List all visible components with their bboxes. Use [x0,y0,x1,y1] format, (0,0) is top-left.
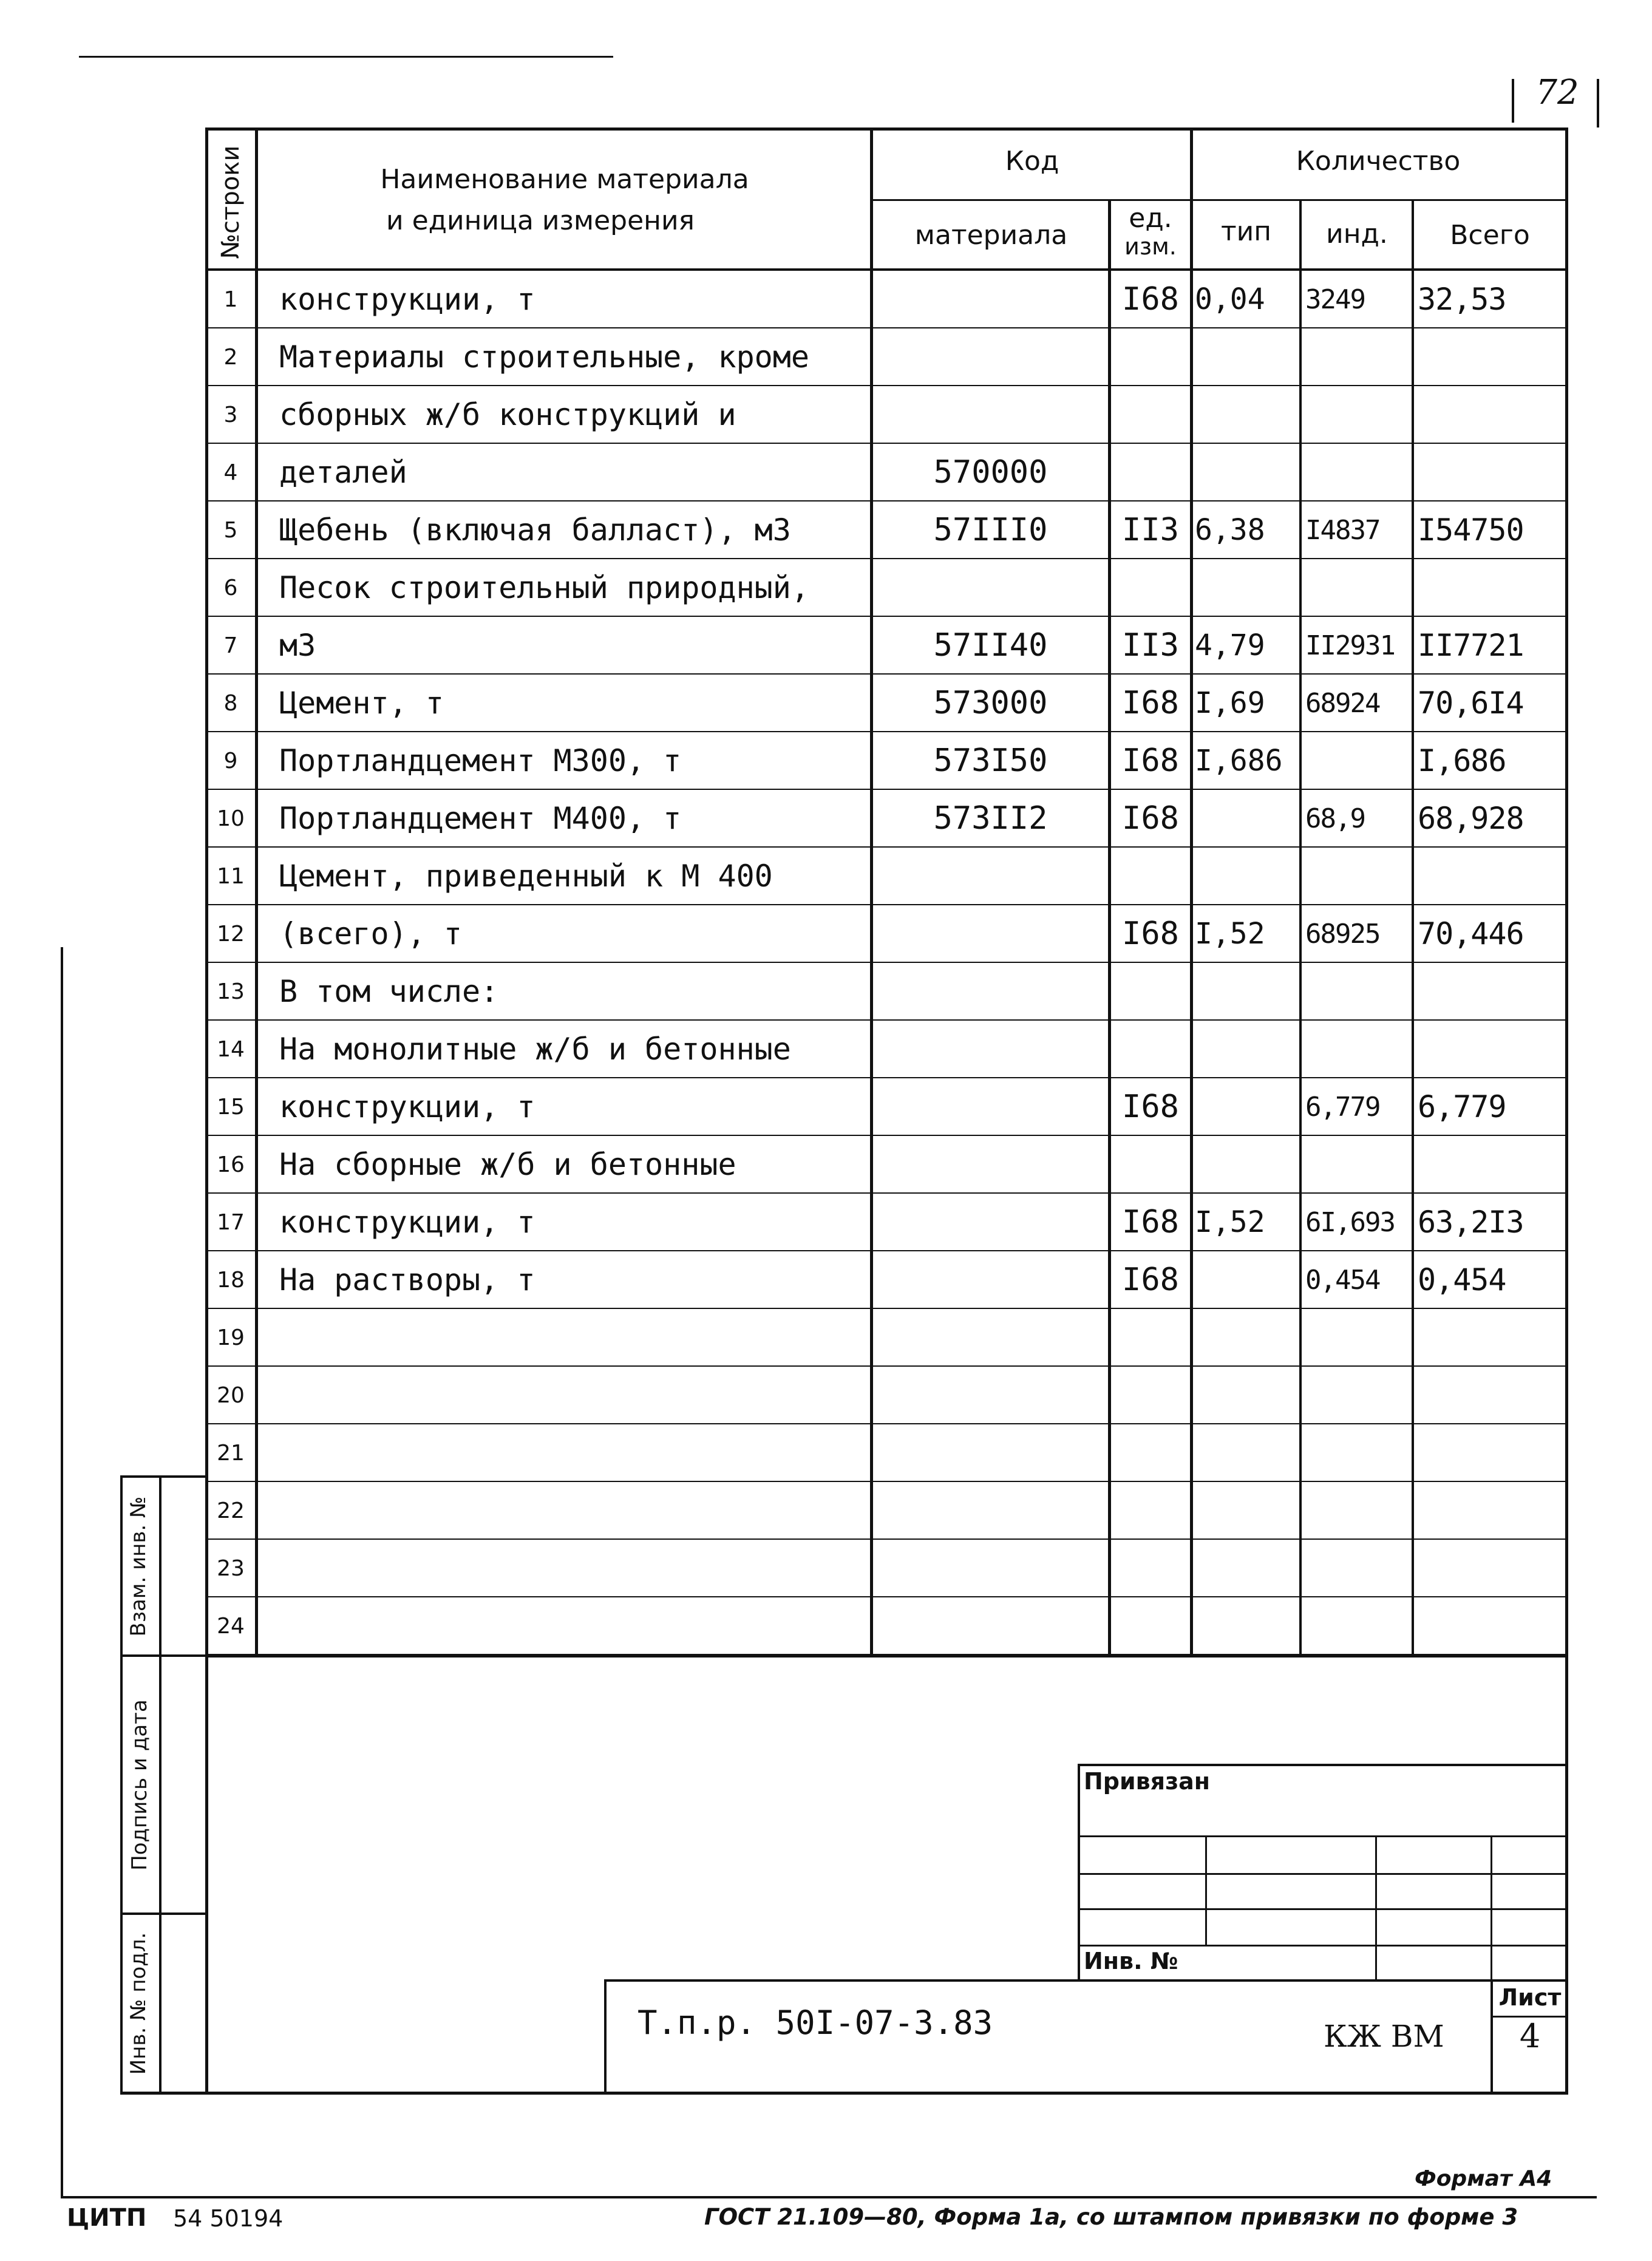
quantity-ind: 6I,693 [1305,1207,1395,1238]
quantity-ind [1305,559,1411,617]
unit-code [1111,1597,1190,1655]
page-frame-bottom [61,2196,1597,2198]
quantity-ind: 0,454 [1305,1265,1380,1296]
quantity-total: I54750 [1418,512,1524,548]
row-number: 2 [223,345,238,370]
page-number-box-right [1597,79,1599,127]
quantity-type: I,686 [1195,744,1283,778]
header-unit-line1: ед. [1129,203,1172,234]
material-name: конструкции, т [279,282,535,317]
row-number: 14 [217,1037,245,1062]
quantity-total [1418,1540,1563,1597]
quantity-type: 4,79 [1195,628,1265,662]
material-code: 570000 [933,454,1048,491]
document-code: Т.п.р. 50I-07-3.83 [637,2004,993,2042]
material-code [873,1482,1108,1540]
footer-order: 54 50194 [173,2205,284,2232]
side-vzam-inv: Взам. инв. № [126,1496,151,1637]
quantity-type: 0,04 [1195,282,1265,316]
material-code [873,1194,1108,1251]
quantity-total: 32,53 [1418,282,1506,317]
unit-code [1111,444,1190,501]
sheet-label: Лист [1498,1984,1562,2011]
quantity-total: 70,446 [1418,916,1524,951]
quantity-type [1195,848,1298,905]
header-total: Всего [1450,220,1530,251]
row-number: 12 [217,922,245,947]
top-rule [79,56,613,58]
row-number: 5 [223,518,238,543]
header-code: Код [1005,146,1059,177]
col-divider-type [1299,199,1302,1657]
unit-code: I68 [1122,281,1179,318]
quantity-type [1195,1251,1298,1309]
quantity-total [1418,1309,1563,1367]
quantity-ind [1305,444,1411,501]
quantity-total [1418,1482,1563,1540]
quantity-ind: II2931 [1305,630,1395,661]
quantity-total [1418,1597,1563,1655]
binding-stamp-label: Привязан [1084,1768,1211,1795]
header-quantity: Количество [1296,146,1461,177]
material-name: Цемент, т [279,685,444,721]
quantity-type: 6,38 [1195,513,1265,547]
material-code [873,1309,1108,1367]
side-stamp-divider [159,1475,161,2095]
unit-code [1111,848,1190,905]
row-number: 24 [217,1614,245,1639]
material-code [873,1251,1108,1309]
material-code [873,1424,1108,1482]
material-code [873,963,1108,1021]
quantity-ind: 6,779 [1305,1092,1380,1123]
unit-code: I68 [1122,916,1179,952]
page-frame-left [61,947,63,2198]
quantity-total [1418,1136,1563,1194]
material-code [873,905,1108,963]
quantity-total [1418,1424,1563,1482]
material-code [873,386,1108,444]
quantity-type [1195,1597,1298,1655]
quantity-total: 0,454 [1418,1262,1506,1297]
footer-org: ЦИТП [67,2204,147,2232]
quantity-type [1195,963,1298,1021]
quantity-type [1195,559,1298,617]
quantity-ind: 68924 [1305,688,1380,719]
material-code [873,1078,1108,1136]
header-name-line2: и единица измерения [386,205,695,236]
quantity-type [1195,444,1298,501]
row-number: 18 [217,1268,245,1293]
quantity-total [1418,444,1563,501]
quantity-type [1195,1078,1298,1136]
document-mark: КЖ ВМ [1324,2019,1444,2054]
quantity-total: 6,779 [1418,1089,1506,1124]
material-name: конструкции, т [279,1205,535,1240]
material-code [873,271,1108,328]
quantity-total: 68,928 [1418,801,1524,836]
row-number: 6 [223,576,238,600]
table-frame-bottom [120,2092,1568,2095]
col-divider-unit [1190,127,1193,1657]
quantity-type [1195,1021,1298,1078]
row-number: 7 [223,633,238,658]
quantity-type: I,52 [1195,1205,1265,1239]
quantity-type [1195,1540,1298,1597]
quantity-ind [1305,1424,1411,1482]
material-code: 573II2 [933,800,1048,837]
quantity-ind [1305,1367,1411,1424]
material-code: 57II40 [933,627,1048,664]
quantity-total [1418,559,1563,617]
quantity-total [1418,1021,1563,1078]
quantity-ind: 68925 [1305,919,1380,950]
row-number: 20 [217,1383,245,1408]
side-stamp-left [120,1475,123,2095]
material-code [873,1136,1108,1194]
quantity-ind [1305,963,1411,1021]
material-code [873,1021,1108,1078]
unit-code [1111,1136,1190,1194]
quantity-total: II7721 [1418,628,1524,663]
unit-code: I68 [1122,685,1179,721]
unit-code [1111,1309,1190,1367]
unit-code [1111,1482,1190,1540]
side-inv-podl: Инв. № подл. [126,1932,151,2075]
quantity-total [1418,1367,1563,1424]
material-name: м3 [279,628,316,663]
unit-code: I68 [1122,743,1179,779]
quantity-ind [1305,848,1411,905]
unit-code: I68 [1122,1204,1179,1240]
material-code: 57III0 [933,512,1048,548]
material-code [873,1367,1108,1424]
page-number-box-left [1512,79,1514,123]
header-material: материала [914,220,1068,251]
material-name: сборных ж/б конструкций и [279,397,736,432]
row-number: 1 [223,287,238,312]
col-divider-ind [1412,199,1414,1657]
quantity-type [1195,1136,1298,1194]
quantity-total: 70,6I4 [1418,685,1524,721]
unit-code [1111,1424,1190,1482]
header-unit-line2: изм. [1124,233,1177,260]
unit-code [1111,386,1190,444]
material-name: На растворы, т [279,1262,535,1297]
quantity-type [1195,1367,1298,1424]
table-top-border [205,127,1568,131]
row-number: 4 [223,460,238,485]
material-name: На монолитные ж/б и бетонные [279,1032,791,1067]
row-number: 3 [223,403,238,427]
unit-code [1111,1021,1190,1078]
quantity-type [1195,1482,1298,1540]
row-number: 11 [217,864,245,889]
unit-code: II3 [1122,627,1179,664]
material-code [873,559,1108,617]
material-code [873,848,1108,905]
material-name: Портландцемент М300, т [279,743,682,778]
unit-code [1111,328,1190,386]
row-number: 8 [223,691,238,716]
quantity-total: 63,2I3 [1418,1205,1524,1240]
footer-format: Формат А4 [1415,2166,1552,2191]
quantity-total [1418,386,1563,444]
quantity-ind [1305,328,1411,386]
quantity-type [1195,790,1298,848]
material-name: Портландцемент М400, т [279,801,682,836]
header-type: тип [1221,216,1271,247]
quantity-ind [1305,386,1411,444]
quantity-ind [1305,1597,1411,1655]
material-name: деталей [279,455,407,490]
quantity-type: I,69 [1195,686,1265,720]
row-number: 19 [217,1325,245,1350]
unit-code: I68 [1122,800,1179,837]
material-code [873,1597,1108,1655]
quantity-ind [1305,1540,1411,1597]
material-code: 573I50 [933,743,1048,779]
row-number: 17 [217,1210,245,1235]
quantity-ind: 68,9 [1305,803,1365,834]
quantity-type [1195,1309,1298,1367]
header-name-line1: Наименование материала [380,164,749,195]
unit-code [1111,559,1190,617]
row-number: 10 [217,806,245,831]
quantity-ind [1305,1309,1411,1367]
unit-code: I68 [1122,1089,1179,1125]
material-code [873,1540,1108,1597]
footer-gost: ГОСТ 21.109—80, Форма 1а, со штампом привязки по форме 3 [704,2204,1518,2230]
header-ind: инд. [1326,219,1388,250]
unit-code [1111,1367,1190,1424]
material-name: Цемент, приведенный к М 400 [279,858,773,894]
quantity-type [1195,1424,1298,1482]
row-number: 15 [217,1095,245,1120]
material-name: В том числе: [279,974,499,1009]
quantity-type [1195,328,1298,386]
quantity-ind [1305,1482,1411,1540]
material-name: Щебень (включая балласт), м3 [279,512,791,548]
quantity-type [1195,386,1298,444]
quantity-total: I,686 [1418,743,1506,778]
unit-code: II3 [1122,512,1179,548]
row-number: 9 [223,749,238,773]
side-podpis-data: Подпись и дата [127,1699,152,1871]
quantity-type: I,52 [1195,917,1265,951]
row-number: 23 [217,1556,245,1581]
unit-code [1111,963,1190,1021]
row-number: 21 [217,1441,245,1466]
quantity-ind [1305,1136,1411,1194]
page-number: 72 [1535,73,1579,112]
row-number: 22 [217,1498,245,1523]
header-row-number: №строки [217,145,245,259]
sheet-number: 4 [1519,2017,1541,2055]
material-name: конструкции, т [279,1089,535,1124]
unit-code: I68 [1122,1262,1179,1298]
quantity-total [1418,328,1563,386]
material-name: Песок строительный природный, [279,570,809,605]
quantity-ind: I4837 [1305,515,1380,546]
material-name: (всего), т [279,916,463,951]
table-right-border [1565,127,1568,2095]
material-code: 573000 [933,685,1048,721]
row-number: 13 [217,979,245,1004]
quantity-ind [1305,732,1411,790]
material-name: На сборные ж/б и бетонные [279,1147,736,1182]
row-number: 16 [217,1152,245,1177]
quantity-ind [1305,1021,1411,1078]
unit-code [1111,1540,1190,1597]
material-code [873,328,1108,386]
binding-inv-label: Инв. № [1084,1948,1178,1974]
quantity-total [1418,848,1563,905]
quantity-total [1418,963,1563,1021]
quantity-ind: 3249 [1305,284,1365,315]
material-name: Материалы строительные, кроме [279,339,809,375]
